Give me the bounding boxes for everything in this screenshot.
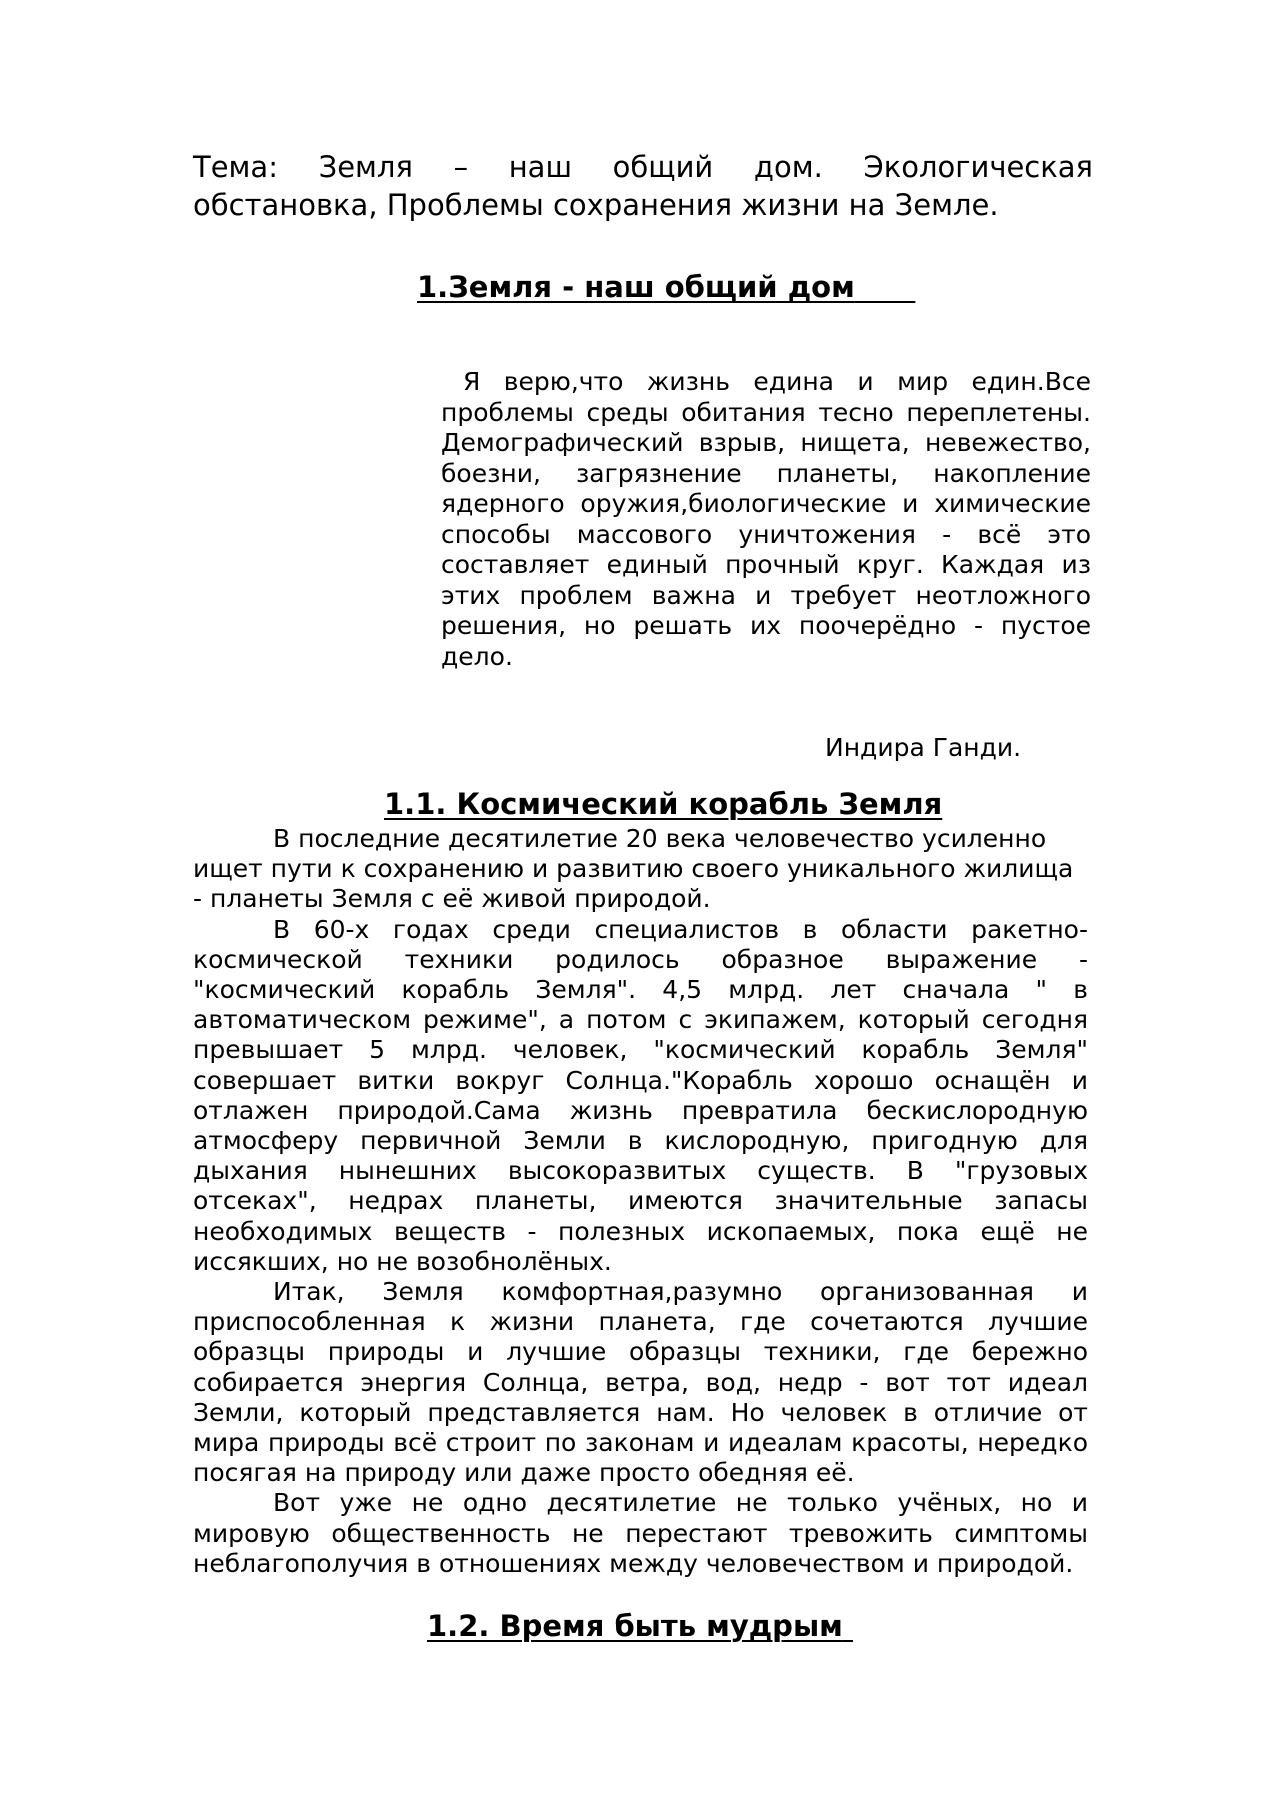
- epigraph-author: Индира Ганди.: [825, 733, 1022, 762]
- section-heading-1: [417, 270, 915, 304]
- paragraph: Вот уже не одно десятилетие не только учёных, но и мировую общественность не перестают тревожить симптомы неблагополучия в отношениях между человечеством и природой.: [193, 1488, 1088, 1578]
- section-heading-1-underline-trail: [855, 270, 916, 304]
- section-heading-1-2: [427, 1609, 853, 1643]
- document-topic: Тема: Земля – наш общий дом. Экологическая обстановка, Проблемы сохранения жизни на Земле.: [193, 150, 1093, 222]
- section-heading-1-text: 1.Земля - наш общий дом: [417, 270, 855, 304]
- epigraph-quote: [441, 367, 1091, 672]
- section-heading-1-2-text: 1.2. Время быть мудрым: [427, 1609, 843, 1643]
- section-1-1-body: [193, 824, 1088, 1579]
- section-heading-1-2-underline-trail: [843, 1609, 853, 1643]
- paragraph: В последние десятилетие 20 века человечество усиленно ищет пути к сохранению и развитию своего уникального жилища - планеты Земля с её живой природой.: [193, 824, 1074, 914]
- paragraph: Итак, Земля комфортная,разумно организованная и приспособленная к жизни планета, где сочетаются лучшие образцы природы и лучшие образцы техники, где бережно собирается энергия Солнца, ветра, вод, недр - вот тот идеал Земли, который представляется нам. Но человек в отличие от мира природы всё строит по законам и идеалам красоты, нередко посягая на природу или даже просто обедняя её.: [193, 1277, 1088, 1488]
- paragraph: В 60-х годах среди специалистов в области ракетно-космической техники родилось образное выражение - "космический корабль Земля". 4,5 млрд. лет сначала " в автоматическом режиме", а потом с экипажем, который сегодня превышает 5 млрд. человек, "космический корабль Земля" совершает витки вокруг Солнца."Корабль хорошо оснащён и отлажен природой.Сама жизнь превратила бескислородную атмосферу первичной Земли в кислородную, пригодную для дыхания нынешних высокоразвитых существ. В "грузовых отсеках", недрах планеты, имеются значительные запасы необходимых веществ - полезных ископаемых, пока ещё не иссякших, но не возобнолёных.: [193, 914, 1088, 1276]
- epigraph-text: Я верю,что жизнь едина и мир един.Все проблемы среды обитания тесно переплетены. Демографический взрыв, нищета, невежество, боезни, загрязнение планеты, накопление ядерного оружия,биологические и химические способы массового уничтожения - всё это составляет единый прочный круг. Каждая из этих проблем важна и требует неотложного решения, но решать их поочерёдно - пустое дело.: [441, 367, 1091, 671]
- section-heading-1-1: 1.1. Космический корабль Земля: [384, 787, 943, 821]
